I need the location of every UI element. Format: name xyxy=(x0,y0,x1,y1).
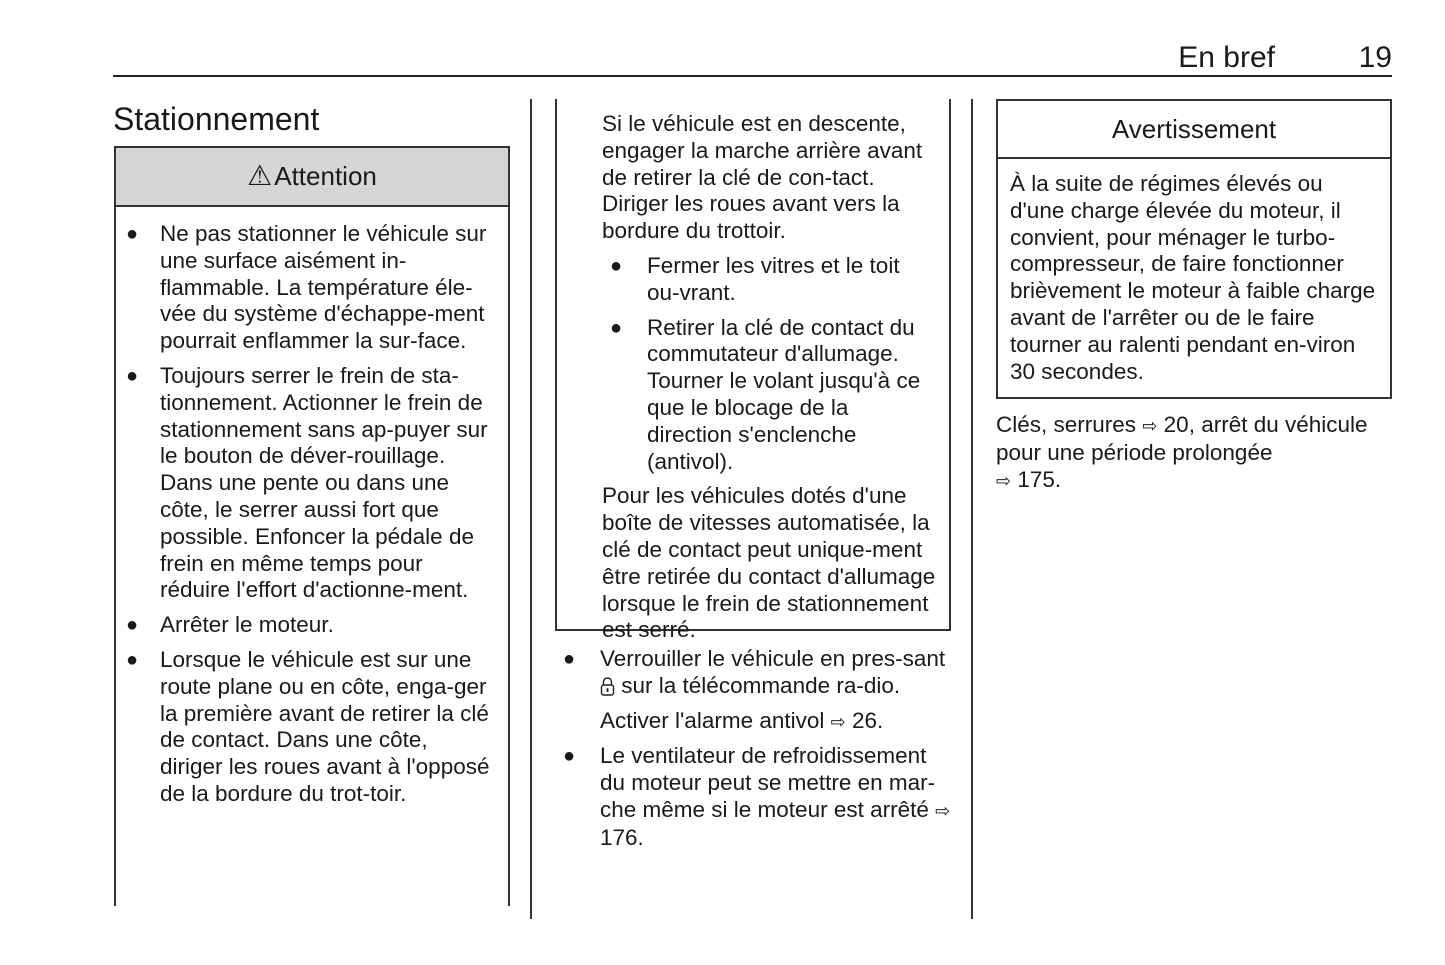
running-header-title: En bref xyxy=(1178,41,1275,74)
fan-page-ref[interactable]: 176. xyxy=(600,824,644,850)
list-item xyxy=(126,612,496,639)
lock-instruction: Verrouiller le véhicule en pres-sant sur la télécommande ra-dio. xyxy=(600,646,946,698)
list-item-text: Arrêter le moteur. xyxy=(160,612,334,638)
warning-triangle-icon: ⚠ xyxy=(247,160,273,191)
header-rule xyxy=(113,75,1392,77)
list-item xyxy=(555,743,955,851)
warning-body: À la suite de régimes élevés ou d'une charge élevée du moteur, il convient, pour ménager le turbo-compresseur, de faire fonctionner brièvement le moteur à faible charge avant de l'arrêter ou de le faire tourner au ralenti pendant en-viron 30 secondes. xyxy=(1010,171,1376,384)
see-also-ref-1[interactable]: 20, arrêt du véhicule pour une période prolongée xyxy=(996,412,1368,465)
attention-title: Attention xyxy=(274,161,377,191)
list-item-text: Ne pas stationner le véhicule sur une surface aisément in-flammable. La température éle-vée du système d'échappe-ment pourrait enflammer la sur-face. xyxy=(160,221,487,354)
list-item xyxy=(126,221,496,355)
reference-arrow-icon: ⇨ xyxy=(1142,416,1158,436)
bullet-icon: ● xyxy=(563,745,576,768)
list-item xyxy=(126,363,496,604)
list-item-text: Toujours serrer le frein de sta-tionnement. Actionner le frein de stationnement sans ap-puyer sur le bouton de déver-rouillage. Dans une pente ou dans une côte, le serrer aussi fort que possible. Enfoncer la pédale de frein en même temps pour réduire l'effort d'actionne-ment. xyxy=(160,362,488,603)
list-item xyxy=(555,646,955,735)
alarm-page-ref[interactable]: 26. xyxy=(852,707,884,733)
list-item xyxy=(602,315,937,476)
reference-arrow-icon: ⇨ xyxy=(935,800,951,821)
continued-intro: Si le véhicule est en descente, engager la marche arrière avant de retirer la clé de con-tact. Diriger les roues avant vers la bordure du trottoir. xyxy=(602,111,923,244)
section-title: Stationnement xyxy=(113,101,320,137)
attention-header xyxy=(116,148,508,207)
reference-arrow-icon: ⇨ xyxy=(830,711,846,732)
continued-note: Pour les véhicules dotés d'une boîte de vitesses automatisée, la clé de contact peut unique-ment être retirée du contact d'allumage lorsque le frein de stationnement est serré. xyxy=(602,483,936,643)
attention-continued-box xyxy=(555,99,951,643)
fan-note: Le ventilateur de refroidissement du moteur peut se mettre en mar-che même si le moteur est arrêté ⇨ 176. xyxy=(600,743,951,850)
see-also: Clés, serrures ⇨ 20, arrêt du véhicule pour une période prolongée ⇨ 175. xyxy=(996,412,1368,492)
steps-list xyxy=(555,646,955,860)
attention-list xyxy=(126,221,496,816)
reference-arrow-icon: ⇨ xyxy=(996,470,1012,491)
list-item-text: Fermer les vitres et le toit ou-vrant. xyxy=(647,252,900,305)
bullet-icon: ● xyxy=(126,614,139,637)
attention-continued-content xyxy=(602,111,937,644)
lock-icon xyxy=(600,676,615,696)
column-divider-1 xyxy=(530,99,532,919)
bullet-icon: ● xyxy=(126,364,139,387)
list-item xyxy=(126,647,496,808)
list-item-text: Lorsque le véhicule est sur une route plane ou en côte, enga-ger la première avant de retirer la clé de contact. Dans une côte, diriger les roues avant à l'opposé de la bordure du trot-toir. xyxy=(160,646,490,806)
bullet-icon: ● xyxy=(610,254,623,277)
page-number: 19 xyxy=(1358,41,1392,74)
attention-box xyxy=(114,146,510,906)
bullet-icon: ● xyxy=(126,223,139,245)
warning-title: Avertissement xyxy=(998,101,1390,159)
continued-list xyxy=(602,253,937,475)
bullet-icon: ● xyxy=(563,648,576,670)
list-item-text: Retirer la clé de contact du commutateur d'allumage. Tourner le volant jusqu'à ce que le blocage de la direction s'enclenche (antivol). xyxy=(647,314,921,474)
bullet-icon: ● xyxy=(610,316,623,339)
bullet-icon: ● xyxy=(126,648,139,671)
column-divider-2 xyxy=(971,99,973,919)
see-also-ref-2[interactable]: 175. xyxy=(1017,466,1062,492)
alarm-instruction: Activer l'alarme antivol ⇨ 26. xyxy=(600,707,884,733)
warning-box xyxy=(996,99,1392,399)
list-item xyxy=(602,253,937,307)
